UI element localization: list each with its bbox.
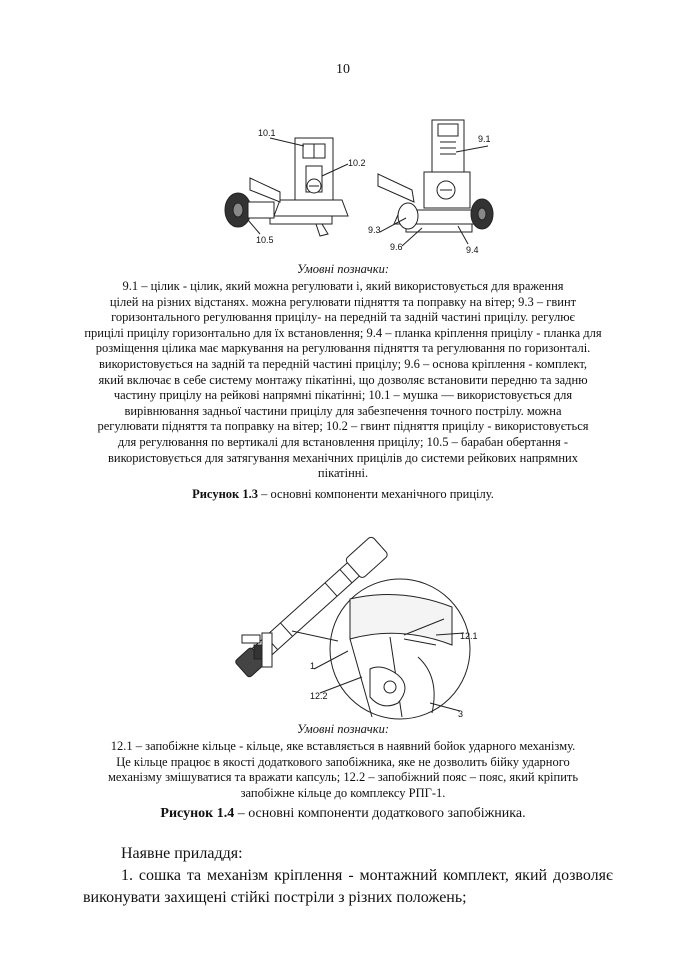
word: сошка: [138, 867, 181, 884]
page-number: 10: [336, 62, 350, 77]
section-heading: Наявне приладдя:: [121, 845, 243, 862]
word: комплект,: [443, 867, 509, 884]
word: та: [186, 867, 202, 884]
legend-line: цілей на різних відстанях. можна регулювати підняття та поправку на вітер; 9.3 – гвинт: [109, 294, 577, 309]
legend-line: пікатінні.: [317, 466, 369, 481]
figure-1-3-label: Рисунок 1.3: [192, 487, 258, 501]
figure-1-3-caption-text: – основні компоненти механічного прицілу.: [257, 487, 494, 501]
list-item-1-line-2: виконувати захищені стійкі постріли з різних положень;: [83, 889, 467, 906]
figure-1-3-caption: [0, 487, 686, 502]
figure-1-4-label: Рисунок 1.4: [160, 806, 235, 821]
word: монтажний: [359, 867, 438, 884]
word: кріплення: [274, 867, 343, 884]
word: механізм: [207, 867, 269, 884]
legend-line: який включає в себе систему монтажу пікатінні, що дозволяє встановити передню та задню: [98, 372, 588, 387]
figure-1-4-caption-text: – основні компоненти додаткового запобіжника.: [234, 806, 526, 821]
callout-10-2: 10.2: [348, 158, 366, 168]
figure-1-3-legend-title: Умовні позначки:: [297, 262, 389, 276]
word: який: [514, 867, 548, 884]
callout-9-6: 9.6: [390, 242, 403, 252]
legend-line: використовується для затягування механічних прицілів до системи рейкових напрямних: [108, 450, 578, 465]
callout-1: 1: [310, 661, 316, 671]
legend-line: регулювати підняття та поправку на вітер; 10.2 – гвинт підняття прицілу - використовується: [97, 419, 589, 434]
callout-3: 3: [458, 709, 464, 719]
word: 1.: [121, 867, 133, 884]
legend-line: запобіжне кільце до комплексу РПГ-1.: [240, 785, 446, 800]
legend-line: використовується на задній та передній частині прицілу; 9.6 – основа кріплення - комплект,: [99, 356, 587, 371]
legend-line: вирівнювання задньої частини прицілу для забезпечення точного пострілу. можна: [124, 403, 562, 418]
legend-line: прицілі прицілу горизонтально для їх встановлення; 9.4 – планка кріплення прицілу - планка для: [84, 325, 602, 340]
callout-10-1: 10.1: [258, 128, 276, 138]
legend-line: розміщення цілика має маркування на регулювання підняття та регулювання по горизонталі.: [95, 341, 591, 356]
legend-line: горизонтального регулювання прицілу- на передній та задній частині прицілу. регулює: [111, 310, 575, 325]
launcher-safety-figure: [222, 527, 484, 720]
callout-12-2: 12.2: [310, 691, 328, 701]
word: дозволяє: [552, 867, 613, 884]
legend-line: 12.1 – запобіжне кільце - кільце, яке вставляється в наявний бойок ударного механізму.: [110, 739, 576, 753]
callout-9-4: 9.4: [466, 245, 479, 255]
legend-line: Це кільце працює в якості додаткового запобіжника, яке не дозволить бійку ударного: [116, 754, 570, 769]
body-text: [83, 843, 613, 909]
figure-1-3-legend: [70, 279, 616, 482]
figure-1-4-legend: [70, 739, 616, 801]
legend-line: 9.1 – цілик - цілик, який можна регулювати і, який використовується для враження: [122, 279, 564, 293]
legend-line: частину прицілу на рейкові напрямні пікатінні; 10.1 – мушка — використовується для: [113, 388, 573, 403]
callout-12-1: 12.1: [460, 631, 478, 641]
callout-9-3: 9.3: [368, 225, 381, 235]
mechanical-sight-figure: [210, 116, 500, 264]
figure-1-4-caption: [0, 806, 686, 822]
legend-line: механізму змішуватися та вражати капсуль; 12.2 – запобіжний пояс – пояс, який кріпить: [107, 770, 579, 785]
callout-10-5: 10.5: [256, 235, 274, 245]
figure-1-4-legend-title: Умовні позначки:: [297, 722, 389, 736]
word: -: [348, 867, 354, 884]
list-item-1-line-1: [83, 865, 613, 887]
callout-9-1: 9.1: [478, 134, 491, 144]
legend-line: для регулювання по вертикалі для встановлення прицілу; 10.5 – барабан обертання -: [117, 434, 569, 449]
